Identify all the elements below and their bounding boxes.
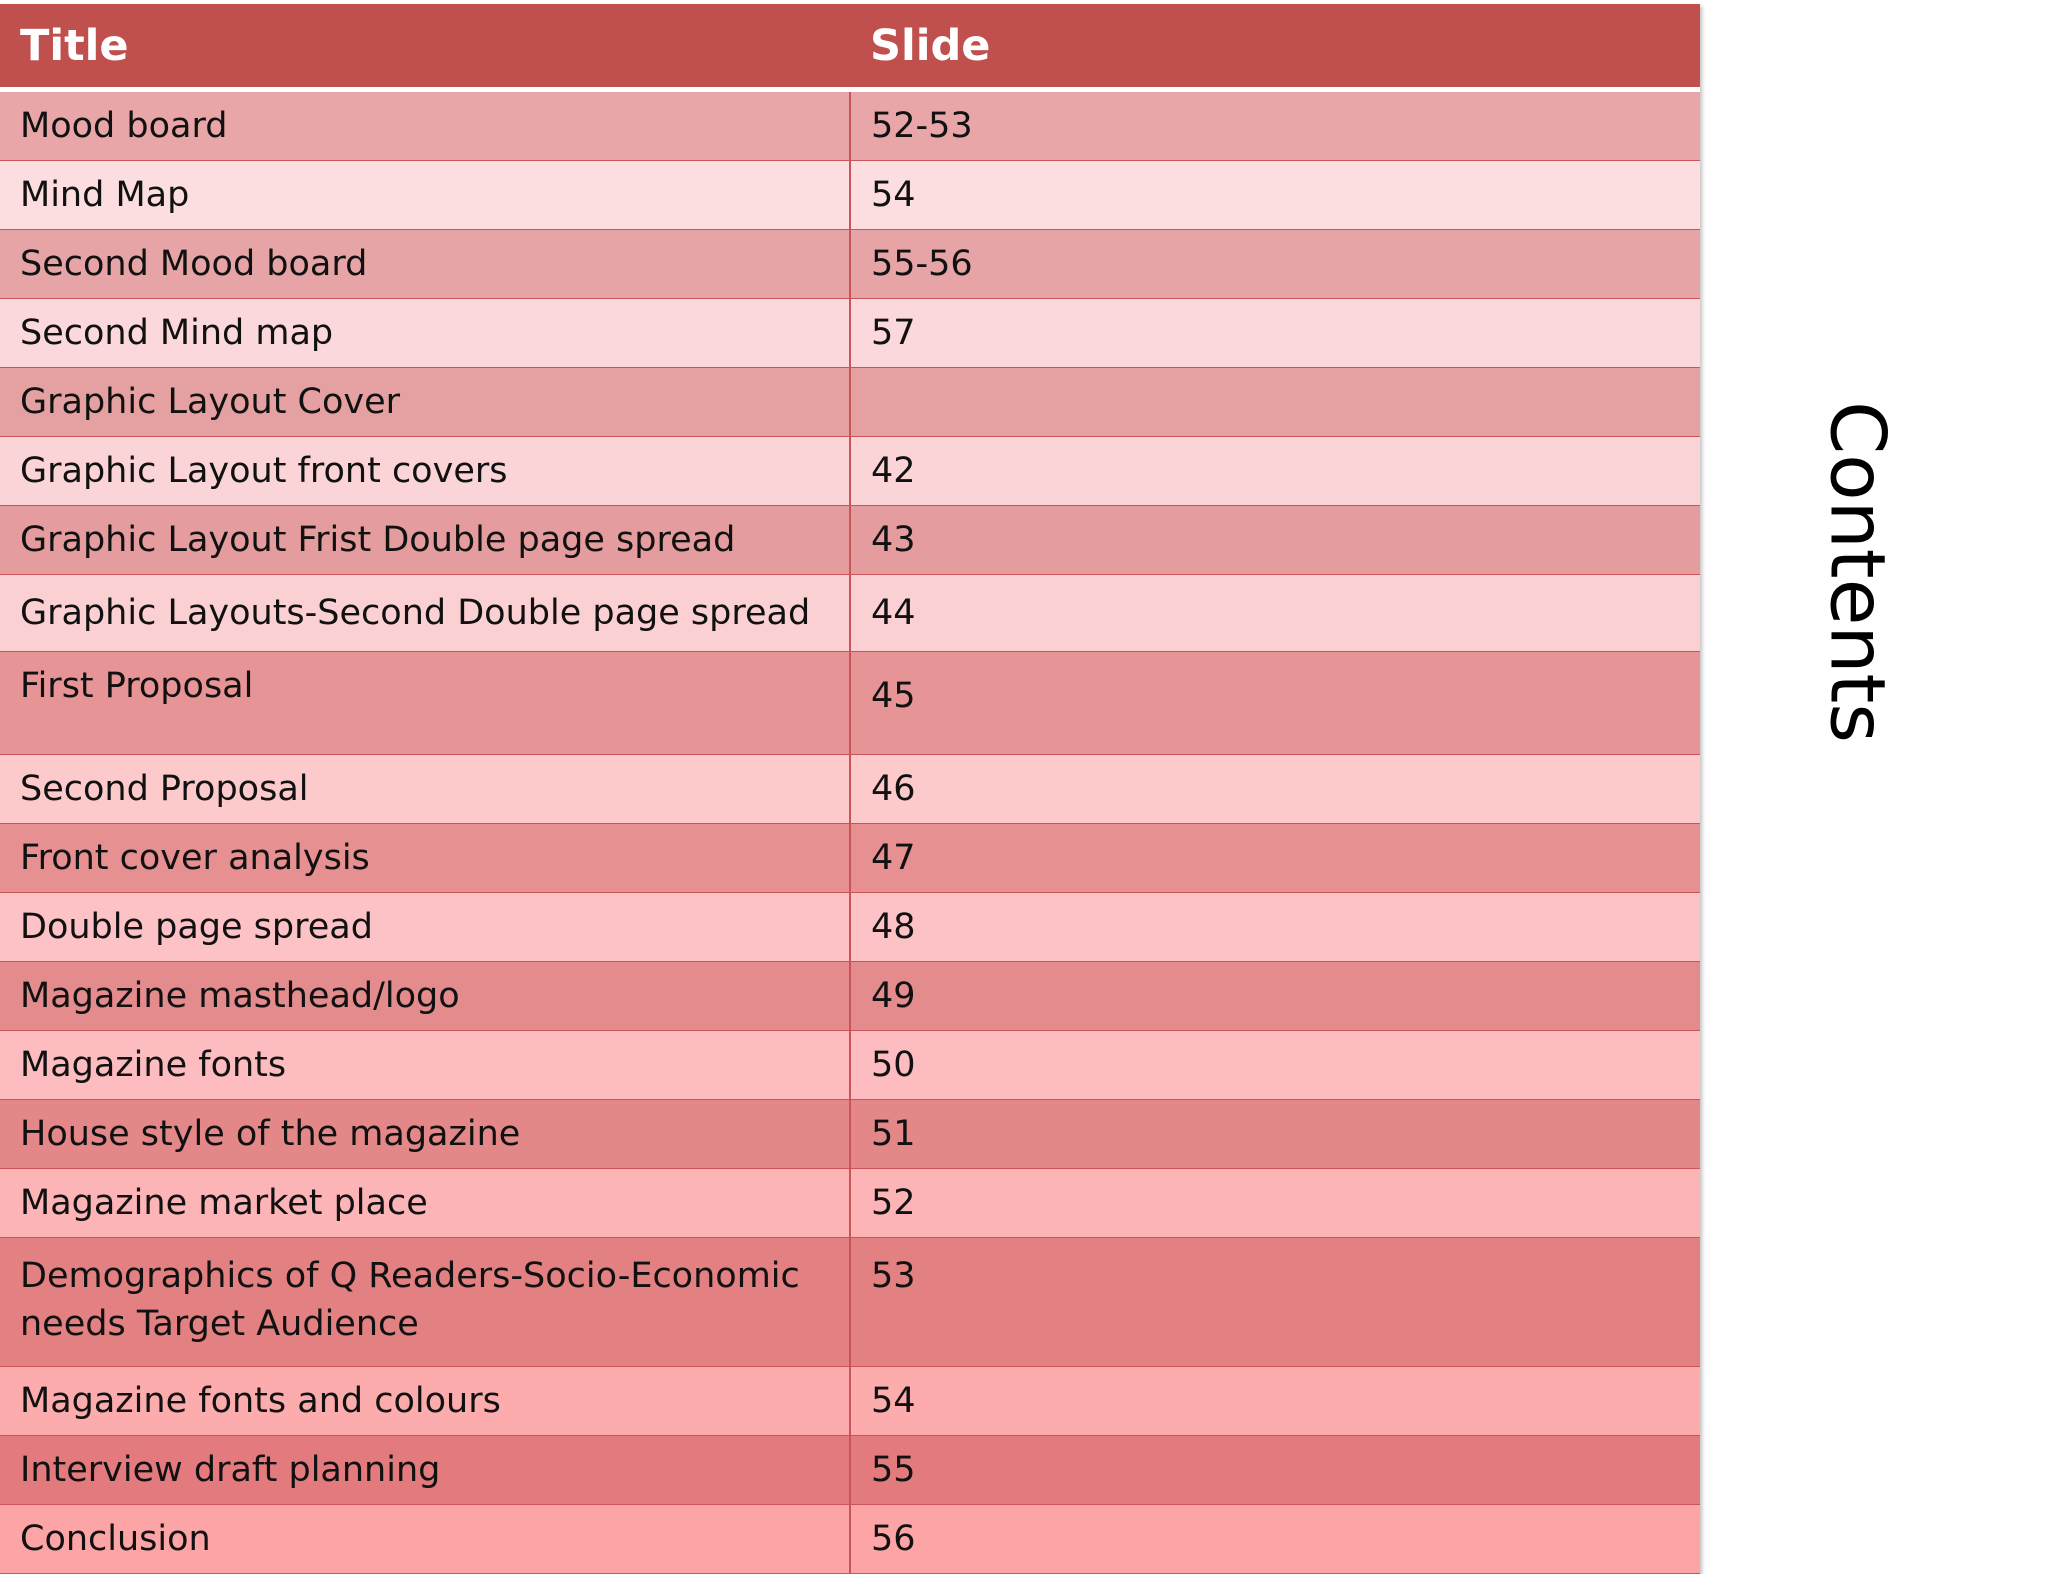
table-row (0, 1169, 1700, 1238)
row-slide: 42 (850, 437, 1700, 506)
row-slide: 49 (850, 962, 1700, 1031)
table-row (0, 652, 1700, 755)
row-title: Graphic Layouts-Second Double page spread (0, 575, 850, 652)
row-slide: 44 (850, 575, 1700, 652)
row-title: House style of the magazine (0, 1100, 850, 1169)
header-title: Title (0, 4, 850, 90)
row-slide: 56 (850, 1505, 1700, 1574)
table-row (0, 893, 1700, 962)
row-slide: 48 (850, 893, 1700, 962)
row-title: Graphic Layout Cover (0, 368, 850, 437)
row-slide: 45 (850, 652, 1700, 755)
table-row (0, 161, 1700, 230)
row-title: Magazine market place (0, 1169, 850, 1238)
table-row (0, 1436, 1700, 1505)
table-row (0, 437, 1700, 506)
row-slide: 50 (850, 1031, 1700, 1100)
row-title: Second Mind map (0, 299, 850, 368)
table-row (0, 90, 1700, 161)
table-row (0, 230, 1700, 299)
table-row (0, 824, 1700, 893)
table-row (0, 755, 1700, 824)
table-row (0, 962, 1700, 1031)
contents-table (0, 4, 1700, 1574)
table-row (0, 299, 1700, 368)
row-title: First Proposal (0, 652, 850, 755)
row-slide: 55 (850, 1436, 1700, 1505)
row-title: Mood board (0, 90, 850, 161)
row-title: Conclusion (0, 1505, 850, 1574)
row-slide: 54 (850, 161, 1700, 230)
row-title: Demographics of Q Readers-Socio-Economic needs Target Audience (0, 1238, 850, 1367)
row-title: Magazine masthead/logo (0, 962, 850, 1031)
row-title: Mind Map (0, 161, 850, 230)
row-title: Second Mood board (0, 230, 850, 299)
row-slide (850, 368, 1700, 437)
table-row (0, 1031, 1700, 1100)
table-row (0, 368, 1700, 437)
row-slide: 52-53 (850, 90, 1700, 161)
row-slide: 46 (850, 755, 1700, 824)
row-slide: 54 (850, 1367, 1700, 1436)
row-slide: 52 (850, 1169, 1700, 1238)
table-header-row (0, 4, 1700, 90)
row-slide: 51 (850, 1100, 1700, 1169)
table-row (0, 1238, 1700, 1367)
row-title: Magazine fonts (0, 1031, 850, 1100)
row-title: Graphic Layout Frist Double page spread (0, 506, 850, 575)
row-slide: 57 (850, 299, 1700, 368)
row-slide: 55-56 (850, 230, 1700, 299)
row-title: Double page spread (0, 893, 850, 962)
table-row (0, 1100, 1700, 1169)
row-title: Second Proposal (0, 755, 850, 824)
table-row (0, 506, 1700, 575)
contents-side-title: Contents (1813, 401, 1903, 743)
row-slide: 53 (850, 1238, 1700, 1367)
table-row (0, 1505, 1700, 1574)
row-slide: 43 (850, 506, 1700, 575)
table-row (0, 1367, 1700, 1436)
table-row (0, 575, 1700, 652)
row-slide: 47 (850, 824, 1700, 893)
header-slide: Slide (850, 4, 1700, 90)
row-title: Magazine fonts and colours (0, 1367, 850, 1436)
row-title: Interview draft planning (0, 1436, 850, 1505)
row-title: Front cover analysis (0, 824, 850, 893)
row-title: Graphic Layout front covers (0, 437, 850, 506)
